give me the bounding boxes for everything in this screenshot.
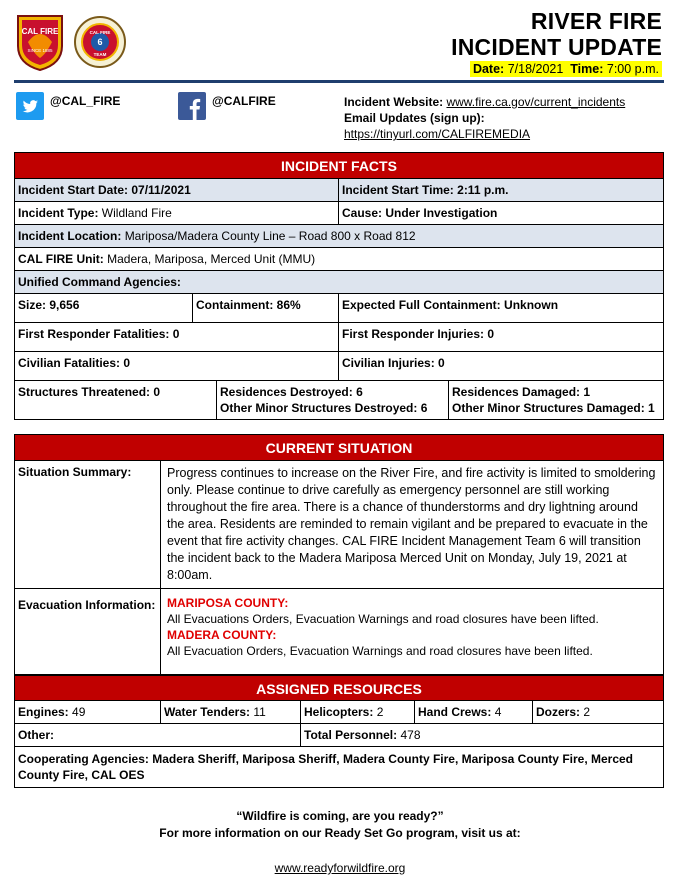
current-situation-heading: CURRENT SITUATION bbox=[15, 435, 663, 461]
fr-fatalities-label: First Responder Fatalities: bbox=[18, 327, 170, 341]
res-damaged-label: Residences Damaged: bbox=[452, 385, 581, 399]
containment-value: 86% bbox=[276, 298, 301, 312]
unit-cell bbox=[15, 248, 663, 270]
civ-injuries-label: Civilian Injuries: bbox=[342, 356, 435, 370]
containment-cell bbox=[193, 294, 339, 322]
table-row bbox=[15, 248, 663, 271]
twitter-icon bbox=[16, 92, 44, 120]
location-label: Incident Location: bbox=[18, 229, 122, 243]
date-value: 7/18/2021 bbox=[507, 62, 564, 76]
other-label: Other: bbox=[18, 728, 54, 742]
header-divider bbox=[14, 80, 664, 83]
other-cell bbox=[15, 724, 301, 746]
table-row bbox=[15, 381, 663, 419]
mariposa-text: All Evacuations Orders, Evacuation Warnings and road closures have been lifted. bbox=[167, 612, 599, 626]
evac-label: Evacuation Information: bbox=[15, 589, 161, 674]
table-row bbox=[15, 179, 663, 202]
other-destroyed-label: Other Minor Structures Destroyed: bbox=[220, 401, 418, 415]
table-row bbox=[15, 724, 663, 747]
fr-injuries-value: 0 bbox=[487, 327, 495, 341]
social-row bbox=[16, 92, 666, 141]
engines-value: 49 bbox=[72, 705, 86, 719]
team-6-logo bbox=[74, 12, 126, 72]
personnel-value: 478 bbox=[400, 728, 421, 742]
civ-injuries-cell bbox=[339, 352, 663, 380]
footer-website-link[interactable]: www.readyforwildfire.org bbox=[274, 861, 406, 875]
fr-injuries-label: First Responder Injuries: bbox=[342, 327, 485, 341]
personnel-label: Total Personnel: bbox=[304, 728, 398, 742]
engines-cell bbox=[15, 701, 161, 723]
assigned-resources-heading: ASSIGNED RESOURCES bbox=[15, 675, 663, 701]
start-time-cell bbox=[339, 179, 663, 201]
damaged-cell bbox=[449, 381, 663, 419]
other-damaged-label: Other Minor Structures Damaged: bbox=[452, 401, 645, 415]
hand-crews-value: 4 bbox=[494, 705, 502, 719]
facebook-icon bbox=[178, 92, 206, 120]
table-row bbox=[15, 323, 663, 352]
tenders-value: 11 bbox=[253, 705, 266, 719]
summary-text: Progress continues to increase on the River Fire, and fire activity is limited to smoldering only. Please continue to drive carefully as emergency personnel are still working throughout the fire area. There is a chance of thunderstorms and dry lightning around the area. Residents are reminded to remain vigilant and be prepared to evacuate in the event that fire activity changes. CAL FIRE Incident Management Team 6 will transition the incident back to the Madera Mariposa Merced Unit on Monday, July 19, 2021 at 8:00am. bbox=[167, 466, 656, 582]
containment-label: Containment: bbox=[196, 298, 274, 312]
website-link[interactable]: www.fire.ca.gov/current_incidents bbox=[446, 95, 626, 109]
unit-label: CAL FIRE Unit: bbox=[18, 252, 104, 266]
team-6-logo-number: 6 bbox=[97, 37, 103, 47]
summary-label: Situation Summary: bbox=[15, 461, 161, 588]
cooperating-agencies: Cooperating Agencies: Madera Sheriff, Mariposa Sheriff, Madera County Fire, Mariposa County Fire, Merced County Fire, CAL OES bbox=[18, 752, 634, 782]
start-date-label: Incident Start Date: bbox=[18, 183, 129, 197]
tenders-label: Water Tenders: bbox=[164, 705, 251, 719]
table-row bbox=[15, 271, 663, 294]
dozers-label: Dozers: bbox=[536, 705, 581, 719]
incident-type-value: Wildland Fire bbox=[101, 206, 172, 220]
incident-facts-heading: INCIDENT FACTS bbox=[15, 153, 663, 179]
civ-fatalities-value: 0 bbox=[123, 356, 131, 370]
email-link[interactable]: https://tinyurl.com/CALFIREMEDIA bbox=[344, 127, 531, 141]
facebook-handle: @CALFIRE bbox=[212, 94, 276, 108]
cal-fire-logo bbox=[14, 12, 66, 72]
email-label: Email Updates (sign up): bbox=[344, 111, 485, 125]
destroyed-cell bbox=[217, 381, 449, 419]
cause-value: Under Investigation bbox=[385, 206, 498, 220]
incident-links bbox=[344, 94, 666, 142]
team-6-logo-text: CAL FIRE bbox=[89, 30, 111, 35]
expected-containment-value: Unknown bbox=[504, 298, 559, 312]
res-damaged-value: 1 bbox=[583, 385, 591, 399]
hand-crews-label: Hand Crews: bbox=[418, 705, 492, 719]
start-date-value: 07/11/2021 bbox=[131, 183, 191, 197]
twitter-link[interactable] bbox=[16, 92, 120, 120]
fr-fatalities-value: 0 bbox=[172, 327, 180, 341]
cause-cell bbox=[339, 202, 663, 224]
start-time-value: 2:11 p.m. bbox=[457, 183, 509, 197]
helicopters-value: 2 bbox=[376, 705, 384, 719]
civ-fatalities-label: Civilian Fatalities: bbox=[18, 356, 121, 370]
incident-facts-table bbox=[14, 152, 664, 420]
start-time-label: Incident Start Time: bbox=[342, 183, 454, 197]
madera-heading: MADERA COUNTY: bbox=[167, 628, 277, 642]
civ-injuries-value: 0 bbox=[438, 356, 445, 370]
footer-slogan: “Wildfire is coming, are you ready?” bbox=[236, 809, 444, 823]
tenders-cell bbox=[161, 701, 301, 723]
personnel-cell bbox=[301, 724, 663, 746]
threatened-label: Structures Threatened: bbox=[18, 385, 151, 399]
table-row bbox=[15, 225, 663, 248]
page-title-line1: RIVER FIRE bbox=[530, 8, 662, 34]
res-destroyed-label: Residences Destroyed: bbox=[220, 385, 353, 399]
table-row bbox=[15, 202, 663, 225]
engines-label: Engines: bbox=[18, 705, 69, 719]
cause-label: Cause: bbox=[342, 206, 383, 220]
dozers-cell bbox=[533, 701, 663, 723]
team-6-logo-word: TEAM bbox=[93, 52, 107, 57]
helicopters-label: Helicopters: bbox=[304, 705, 374, 719]
table-row bbox=[15, 352, 663, 381]
size-cell bbox=[15, 294, 193, 322]
agencies-cell bbox=[15, 271, 663, 293]
agencies-label: Unified Command Agencies: bbox=[18, 275, 181, 289]
date-label: Date: bbox=[472, 62, 505, 76]
threatened-value: 0 bbox=[153, 385, 161, 399]
incident-type-cell bbox=[15, 202, 339, 224]
time-label: Time: bbox=[570, 62, 604, 76]
time-value: 7:00 p.m. bbox=[606, 62, 659, 76]
madera-text: All Evacuation Orders, Evacuation Warnings and road closures have been lifted. bbox=[167, 644, 593, 658]
other-destroyed-value: 6 bbox=[420, 401, 428, 415]
dozers-value: 2 bbox=[583, 705, 591, 719]
current-situation-table bbox=[14, 434, 664, 788]
hand-crews-cell bbox=[415, 701, 533, 723]
size-label: Size: bbox=[18, 298, 47, 312]
expected-containment-cell bbox=[339, 294, 663, 322]
location-cell bbox=[15, 225, 663, 247]
logo-group bbox=[14, 12, 126, 72]
incident-type-label: Incident Type: bbox=[18, 206, 99, 220]
date-time-banner bbox=[470, 61, 662, 77]
table-row bbox=[15, 461, 663, 589]
cal-fire-logo-since: SINCE 1885 bbox=[27, 48, 53, 53]
threatened-cell bbox=[15, 381, 217, 419]
size-value: 9,656 bbox=[49, 298, 80, 312]
twitter-handle: @CAL_FIRE bbox=[50, 94, 121, 108]
res-destroyed-value: 6 bbox=[356, 385, 363, 399]
fr-injuries-cell bbox=[339, 323, 663, 351]
other-damaged-value: 1 bbox=[648, 401, 655, 415]
location-value: Mariposa/Madera County Line – Road 800 x Road 812 bbox=[124, 229, 416, 243]
cal-fire-logo-text: CAL FIRE bbox=[21, 27, 59, 36]
title-block bbox=[451, 8, 662, 77]
evac-info bbox=[161, 589, 663, 674]
mariposa-heading: MARIPOSA COUNTY: bbox=[167, 596, 289, 610]
helicopters-cell bbox=[301, 701, 415, 723]
table-row bbox=[15, 589, 663, 675]
table-row bbox=[15, 294, 663, 323]
facebook-link[interactable] bbox=[178, 92, 276, 120]
website-label: Incident Website: bbox=[344, 95, 444, 109]
start-date-cell bbox=[15, 179, 339, 201]
expected-containment-label: Expected Full Containment: bbox=[342, 298, 501, 312]
table-row bbox=[15, 701, 663, 724]
page-title-line2: INCIDENT UPDATE bbox=[451, 34, 662, 60]
footer bbox=[0, 808, 680, 877]
table-row bbox=[15, 747, 663, 787]
fr-fatalities-cell bbox=[15, 323, 339, 351]
footer-info: For more information on our Ready Set Go program, visit us at: bbox=[159, 826, 521, 840]
unit-value: Madera, Mariposa, Merced Unit (MMU) bbox=[107, 252, 316, 266]
civ-fatalities-cell bbox=[15, 352, 339, 380]
